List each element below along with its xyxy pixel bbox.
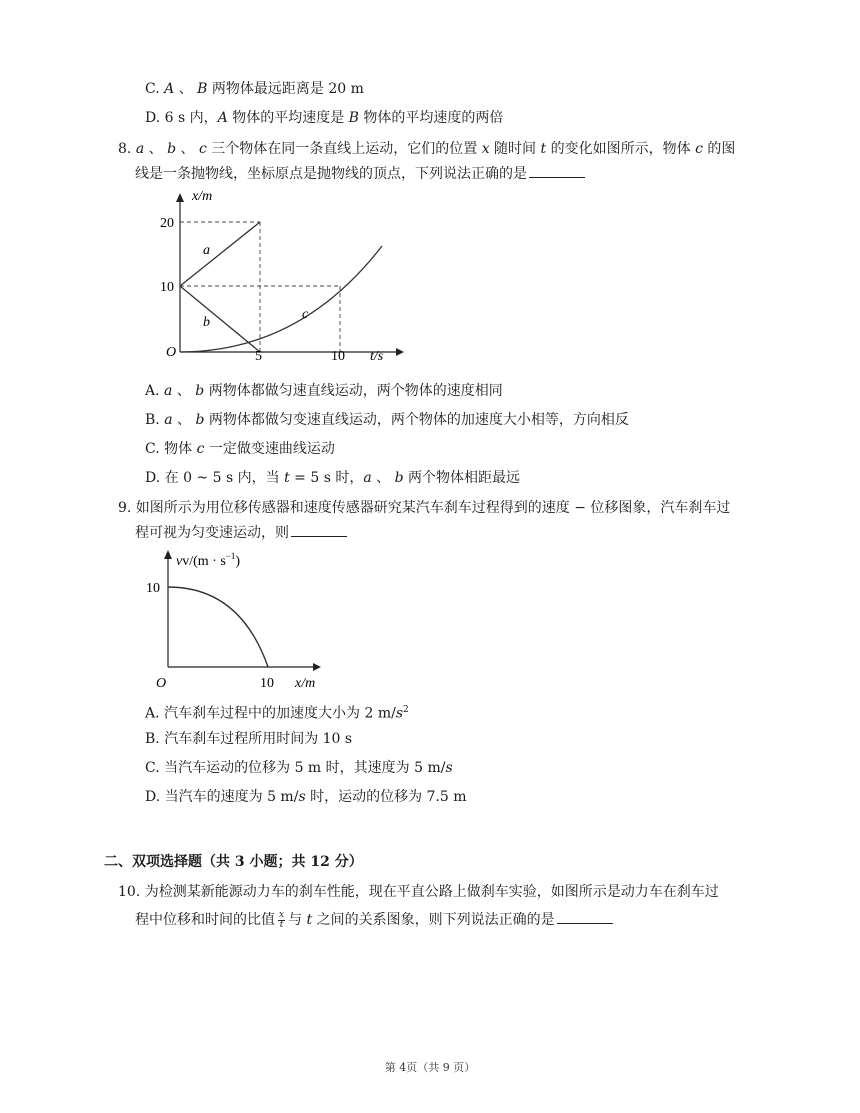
page-footer: 第 4页（共 9 页）: [384, 1061, 476, 1074]
q9-y-arrow: [164, 550, 172, 559]
q9-y-axis-label: $vv/(m \cdot s^{-1})$: [176, 551, 241, 569]
q8-y-tick-20: 20: [160, 216, 174, 231]
q9-stem-line1: 9. 如图所示为用位移传感器和速度传感器研究某汽车刹车过程得到的速度 − 位移图象，汽车刹车过: [118, 500, 731, 516]
q8-label-a: a: [203, 243, 210, 258]
q9-y-tick-10: 10: [146, 581, 160, 596]
q7-option-c: C. A 、 B 两物体最远距离是 20 m: [145, 81, 364, 97]
q8-origin-label: O: [166, 345, 177, 360]
section-2-title: 二、双项选择题（共 3 小题；共 12 分）: [104, 854, 363, 870]
q8-label-c: c: [302, 307, 309, 322]
q8-line-a: [180, 222, 260, 286]
q8-x-tick-10: 10: [331, 349, 345, 364]
q9-stem-line2: 程可视为匀变速运动，则: [135, 522, 347, 543]
q9-velocity-displacement-graph: [140, 545, 340, 695]
q10-stem-line1: 10. 为检测某新能源动力车的刹车性能，现在平直公路上做刹车实验，如图所示是动力车在刹车过: [118, 884, 719, 900]
q9-option-c: C. 当汽车运动的位移为 5 m 时，其速度为 5 m/s: [145, 760, 453, 776]
q8-x-axis-label: t/s: [370, 349, 384, 364]
q9-option-b: B. 汽车刹车过程所用时间为 10 s: [145, 731, 353, 747]
q8-option-b: B. a 、 b 两物体都做匀变速直线运动，两个物体的加速度大小相等，方向相反: [145, 412, 629, 428]
q8-stem-line2: 线是一条抛物线，坐标原点是抛物线的顶点，下列说法正确的是: [135, 163, 585, 184]
q8-option-a: A. a 、 b 两物体都做匀速直线运动，两个物体的速度相同: [145, 383, 503, 399]
q9-x-tick-10: 10: [260, 676, 274, 691]
q9-origin-label: O: [156, 676, 167, 691]
q8-stem-line1: 8. a 、 b 、 c 三个物体在同一条直线上运动，它们的位置 x 随时间 t 的变化如图所示，物体 c 的图: [118, 141, 736, 157]
q9-option-a: A. 汽车刹车过程中的加速度大小为 2 $m/s^2$: [145, 705, 409, 722]
q8-option-d: D. 在 0 ~ 5 s 内，当 t = 5 s 时，a 、 b 两个物体相距最远: [145, 470, 521, 486]
q9-x-axis-label: x/m: [295, 676, 316, 691]
q8-y-tick-10: 10: [160, 280, 174, 295]
q8-x-tick-5: 5: [255, 349, 262, 364]
q8-position-time-graph: [150, 190, 410, 375]
answer-blank: [557, 909, 613, 924]
x-over-t-fraction: $\frac{x}{t}$: [279, 909, 285, 930]
q8-x-arrow: [396, 348, 404, 356]
q7-option-d: D. 6 s 内，A 物体的平均速度是 B 物体的平均速度的两倍: [145, 110, 504, 126]
q9-option-d: D. 当汽车的速度为 5 m/s 时，运动的位移为 7.5 m: [145, 789, 467, 805]
q8-label-b: b: [203, 315, 210, 330]
q8-y-axis-label: x/m: [192, 190, 213, 204]
q9-x-arrow: [313, 663, 321, 671]
q9-curve: [168, 587, 268, 667]
answer-blank: [291, 522, 347, 537]
q8-option-c: C. 物体 c 一定做变速曲线运动: [145, 441, 335, 457]
answer-blank: [529, 163, 585, 178]
q10-stem-line2: 程中位移和时间的比值 $\frac{x}{t}$ 与 t 之间的关系图象，则下列说法正确的是: [135, 909, 613, 931]
q8-y-arrow: [176, 193, 184, 202]
